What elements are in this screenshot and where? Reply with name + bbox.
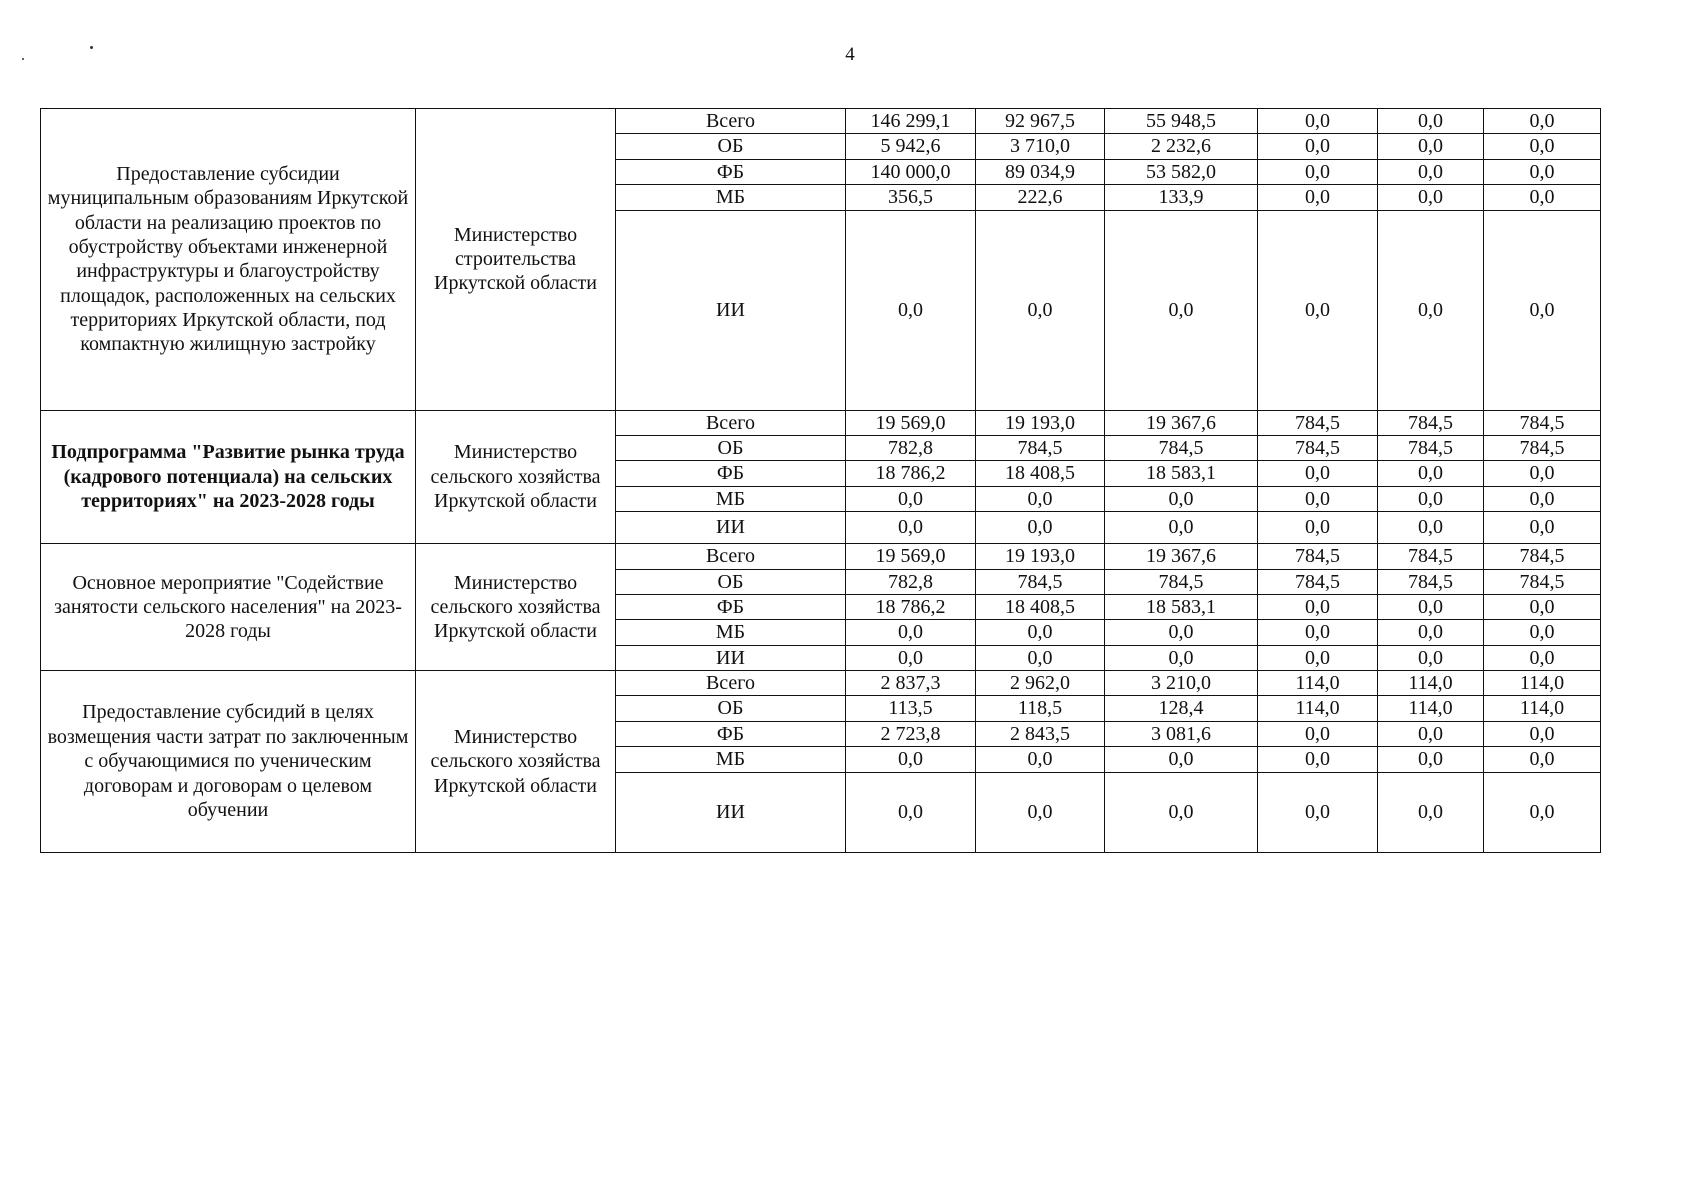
value-cell: 356,5 (846, 185, 976, 210)
value-cell: 784,5 (976, 569, 1105, 594)
source-cell: МБ (616, 620, 846, 645)
activity-name-cell: Основное мероприятие "Содействие занятости сельского населения" на 2023- 2028 годы (41, 544, 416, 671)
value-cell: 782,8 (846, 435, 976, 460)
value-cell: 18 786,2 (846, 461, 976, 486)
value-cell: 784,5 (1105, 569, 1258, 594)
source-cell: ИИ (616, 210, 846, 410)
value-cell: 0,0 (1378, 645, 1484, 670)
value-cell: 113,5 (846, 696, 976, 721)
source-cell: ФБ (616, 721, 846, 746)
source-cell: ФБ (616, 461, 846, 486)
value-cell: 0,0 (976, 210, 1105, 410)
value-cell: 0,0 (1484, 747, 1601, 772)
value-cell: 0,0 (1105, 772, 1258, 852)
value-cell: 0,0 (1378, 210, 1484, 410)
source-cell: ОБ (616, 435, 846, 460)
value-cell: 0,0 (1484, 645, 1601, 670)
source-cell: ФБ (616, 159, 846, 184)
value-cell: 0,0 (1105, 486, 1258, 511)
value-cell: 0,0 (1378, 747, 1484, 772)
source-cell: ФБ (616, 594, 846, 619)
value-cell: 784,5 (1105, 435, 1258, 460)
value-cell: 0,0 (1258, 185, 1378, 210)
value-cell: 0,0 (1378, 721, 1484, 746)
value-cell: 2 962,0 (976, 671, 1105, 696)
value-cell: 18 583,1 (1105, 461, 1258, 486)
source-cell: Всего (616, 109, 846, 134)
executor-cell: Министерство сельского хозяйства Иркутской области (416, 544, 616, 671)
value-cell: 0,0 (1484, 210, 1601, 410)
value-cell: 19 569,0 (846, 410, 976, 435)
executor-cell: Министерство строительства Иркутской области (416, 109, 616, 411)
value-cell: 18 408,5 (976, 461, 1105, 486)
value-cell: 784,5 (1258, 544, 1378, 569)
value-cell: 114,0 (1484, 696, 1601, 721)
value-cell: 784,5 (1378, 569, 1484, 594)
value-cell: 0,0 (1484, 721, 1601, 746)
value-cell: 0,0 (846, 772, 976, 852)
value-cell: 0,0 (1258, 772, 1378, 852)
value-cell: 128,4 (1105, 696, 1258, 721)
value-cell: 784,5 (1484, 435, 1601, 460)
program-name-cell: Предоставление субсидии муниципальным образованиям Иркутской области на реализацию проектов по обустройству объектами инженерной инфраструктуры и благоустройству площадок, расположенных на сельских территориях Иркутской области, под компактную жилищную застройку (41, 109, 416, 411)
value-cell: 0,0 (846, 210, 976, 410)
table-row (41, 544, 1601, 569)
value-cell: 5 942,6 (846, 134, 976, 159)
value-cell: 0,0 (1484, 486, 1601, 511)
value-cell: 0,0 (846, 486, 976, 511)
value-cell: 19 569,0 (846, 544, 976, 569)
value-cell: 0,0 (1484, 594, 1601, 619)
value-cell: 18 583,1 (1105, 594, 1258, 619)
executor-cell: Министерство сельского хозяйства Иркутской области (416, 671, 616, 853)
value-cell: 784,5 (1378, 544, 1484, 569)
value-cell: 0,0 (1378, 134, 1484, 159)
value-cell: 0,0 (1484, 512, 1601, 544)
value-cell: 55 948,5 (1105, 109, 1258, 134)
value-cell: 89 034,9 (976, 159, 1105, 184)
value-cell: 3 081,6 (1105, 721, 1258, 746)
value-cell: 0,0 (1258, 645, 1378, 670)
value-cell: 0,0 (1105, 747, 1258, 772)
value-cell: 0,0 (1378, 620, 1484, 645)
source-cell: МБ (616, 185, 846, 210)
page-number: 4 (845, 44, 855, 65)
value-cell: 3 210,0 (1105, 671, 1258, 696)
activity-name-cell: Предоставление субсидий в целях возмещения части затрат по заключенным с обучающимися по ученическим договорам и договорам о целевом обучении (41, 671, 416, 853)
value-cell: 784,5 (1378, 435, 1484, 460)
value-cell: 2 723,8 (846, 721, 976, 746)
source-cell: ИИ (616, 645, 846, 670)
value-cell: 0,0 (1258, 109, 1378, 134)
value-cell: 0,0 (1484, 185, 1601, 210)
source-cell: МБ (616, 747, 846, 772)
value-cell: 782,8 (846, 569, 976, 594)
value-cell: 133,9 (1105, 185, 1258, 210)
value-cell: 0,0 (1258, 747, 1378, 772)
value-cell: 0,0 (1484, 620, 1601, 645)
executor-cell: Министерство сельского хозяйства Иркутской области (416, 410, 616, 544)
value-cell: 0,0 (1378, 594, 1484, 619)
value-cell: 0,0 (1258, 461, 1378, 486)
value-cell: 222,6 (976, 185, 1105, 210)
value-cell: 0,0 (1378, 461, 1484, 486)
value-cell: 0,0 (976, 620, 1105, 645)
value-cell: 114,0 (1378, 671, 1484, 696)
value-cell: 784,5 (1258, 435, 1378, 460)
value-cell: 0,0 (1258, 512, 1378, 544)
value-cell: 0,0 (1484, 461, 1601, 486)
source-cell: МБ (616, 486, 846, 511)
subprogram-name-cell: Подпрограмма "Развитие рынка труда (кадрового потенциала) на сельских территориях" на 2023-2028 годы (41, 410, 416, 544)
value-cell: 0,0 (1258, 486, 1378, 511)
value-cell: 784,5 (1258, 569, 1378, 594)
value-cell: 0,0 (846, 512, 976, 544)
value-cell: 0,0 (1258, 721, 1378, 746)
value-cell: 0,0 (1378, 486, 1484, 511)
value-cell: 0,0 (1378, 185, 1484, 210)
value-cell: 114,0 (1258, 671, 1378, 696)
source-cell: ОБ (616, 134, 846, 159)
source-cell: Всего (616, 544, 846, 569)
value-cell: 0,0 (976, 747, 1105, 772)
table-row (41, 109, 1601, 134)
budget-table (40, 108, 1601, 853)
source-cell: ИИ (616, 772, 846, 852)
value-cell: 0,0 (846, 645, 976, 670)
value-cell: 784,5 (976, 435, 1105, 460)
value-cell: 19 367,6 (1105, 544, 1258, 569)
value-cell: 18 786,2 (846, 594, 976, 619)
table-row (41, 410, 1601, 435)
value-cell: 0,0 (1484, 159, 1601, 184)
value-cell: 2 232,6 (1105, 134, 1258, 159)
source-cell: ОБ (616, 696, 846, 721)
value-cell: 2 837,3 (846, 671, 976, 696)
value-cell: 784,5 (1484, 410, 1601, 435)
value-cell: 118,5 (976, 696, 1105, 721)
source-cell: ОБ (616, 569, 846, 594)
value-cell: 0,0 (846, 620, 976, 645)
value-cell: 140 000,0 (846, 159, 976, 184)
value-cell: 114,0 (1258, 696, 1378, 721)
value-cell: 0,0 (1258, 159, 1378, 184)
value-cell: 0,0 (1484, 134, 1601, 159)
value-cell: 0,0 (1105, 512, 1258, 544)
value-cell: 18 408,5 (976, 594, 1105, 619)
value-cell: 0,0 (1378, 159, 1484, 184)
value-cell: 0,0 (976, 772, 1105, 852)
value-cell: 784,5 (1484, 544, 1601, 569)
value-cell: 0,0 (1258, 134, 1378, 159)
value-cell: 0,0 (1484, 109, 1601, 134)
value-cell: 0,0 (1105, 620, 1258, 645)
value-cell: 53 582,0 (1105, 159, 1258, 184)
value-cell: 19 193,0 (976, 544, 1105, 569)
value-cell: 2 843,5 (976, 721, 1105, 746)
value-cell: 0,0 (1258, 594, 1378, 619)
value-cell: 0,0 (1258, 620, 1378, 645)
value-cell: 0,0 (1378, 109, 1484, 134)
value-cell: 784,5 (1258, 410, 1378, 435)
value-cell: 3 710,0 (976, 134, 1105, 159)
value-cell: 0,0 (976, 486, 1105, 511)
value-cell: 0,0 (1105, 645, 1258, 670)
source-cell: Всего (616, 410, 846, 435)
value-cell: 784,5 (1378, 410, 1484, 435)
value-cell: 146 299,1 (846, 109, 976, 134)
value-cell: 0,0 (1378, 772, 1484, 852)
value-cell: 0,0 (976, 512, 1105, 544)
value-cell: 19 193,0 (976, 410, 1105, 435)
source-cell: Всего (616, 671, 846, 696)
value-cell: 784,5 (1484, 569, 1601, 594)
table-row (41, 671, 1601, 696)
value-cell: 0,0 (1484, 772, 1601, 852)
value-cell: 92 967,5 (976, 109, 1105, 134)
scan-speck (90, 46, 93, 49)
value-cell: 114,0 (1484, 671, 1601, 696)
value-cell: 0,0 (1378, 512, 1484, 544)
value-cell: 0,0 (1105, 210, 1258, 410)
value-cell: 0,0 (976, 645, 1105, 670)
scan-speck (22, 58, 24, 60)
value-cell: 19 367,6 (1105, 410, 1258, 435)
source-cell: ИИ (616, 512, 846, 544)
value-cell: 114,0 (1378, 696, 1484, 721)
value-cell: 0,0 (846, 747, 976, 772)
value-cell: 0,0 (1258, 210, 1378, 410)
